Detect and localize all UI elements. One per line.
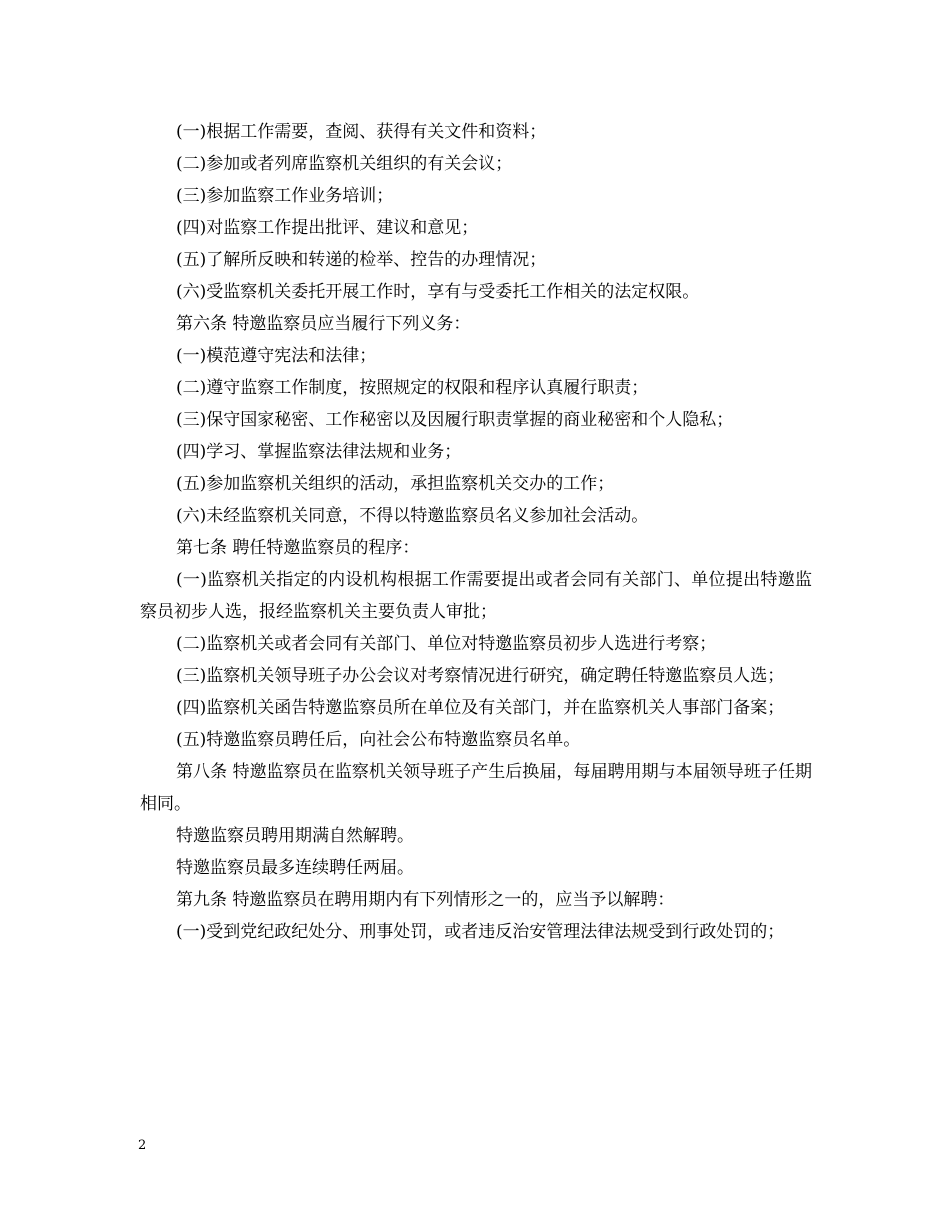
paragraph-procedure-3: (三)监察机关领导班子办公会议对考察情况进行研究，确定聘任特邀监察员人选； [176,666,785,686]
paragraph-duty-4: (四)学习、掌握监察法律法规和业务； [176,442,462,462]
page-number: 2 [138,1138,147,1153]
article-7-heading: 第七条 聘任特邀监察员的程序： [176,538,420,558]
paragraph-right-3: (三)参加监察工作业务培训； [176,186,394,206]
document-body [140,116,812,948]
paragraph-procedure-4: (四)监察机关函告特邀监察员所在单位及有关部门，并在监察机关人事部门备案； [176,698,785,718]
paragraph-term-limit: 特邀监察员最多连续聘任两届。 [176,858,414,878]
paragraph-right-5: (五)了解所反映和转递的检举、控告的办理情况； [176,250,547,270]
paragraph-duty-5: (五)参加监察机关组织的活动，承担监察机关交办的工作； [176,474,615,494]
paragraph-duty-6: (六)未经监察机关同意，不得以特邀监察员名义参加社会活动。 [176,506,649,526]
paragraph-right-6: (六)受监察机关委托开展工作时，享有与受委托工作相关的法定权限。 [176,282,700,302]
paragraph-right-4: (四)对监察工作提出批评、建议和意见； [176,218,479,238]
paragraph-term-expiry: 特邀监察员聘用期满自然解聘。 [176,826,414,846]
article-6-heading: 第六条 特邀监察员应当履行下列义务： [176,314,471,334]
paragraph-procedure-5: (五)特邀监察员聘任后，向社会公布特邀监察员名单。 [176,730,581,750]
paragraph-procedure-2: (二)监察机关或者会同有关部门、单位对特邀监察员初步人选进行考察； [176,634,717,654]
paragraph-dismissal-1: (一)受到党纪政纪处分、刑事处罚，或者违反治安管理法律法规受到行政处罚的； [176,922,785,942]
paragraph-duty-3: (三)保守国家秘密、工作秘密以及因履行职责掌握的商业秘密和个人隐私； [176,410,734,430]
paragraph-procedure-1: (一)监察机关指定的内设机构根据工作需要提出或者会同有关部门、单位提出特邀监察员初步人选，报经监察机关主要负责人审批； [140,570,812,622]
paragraph-right-2: (二)参加或者列席监察机关组织的有关会议； [176,154,513,174]
article-8-paragraph: 第八条 特邀监察员在监察机关领导班子产生后换届，每届聘用期与本届领导班子任期相同。 [140,762,812,814]
paragraph-duty-2: (二)遵守监察工作制度，按照规定的权限和程序认真履行职责； [176,378,649,398]
article-9-heading: 第九条 特邀监察员在聘用期内有下列情形之一的，应当予以解聘： [176,890,675,910]
paragraph-right-1: (一)根据工作需要，查阅、获得有关文件和资料； [176,122,547,142]
paragraph-duty-1: (一)模范遵守宪法和法律； [176,346,377,366]
